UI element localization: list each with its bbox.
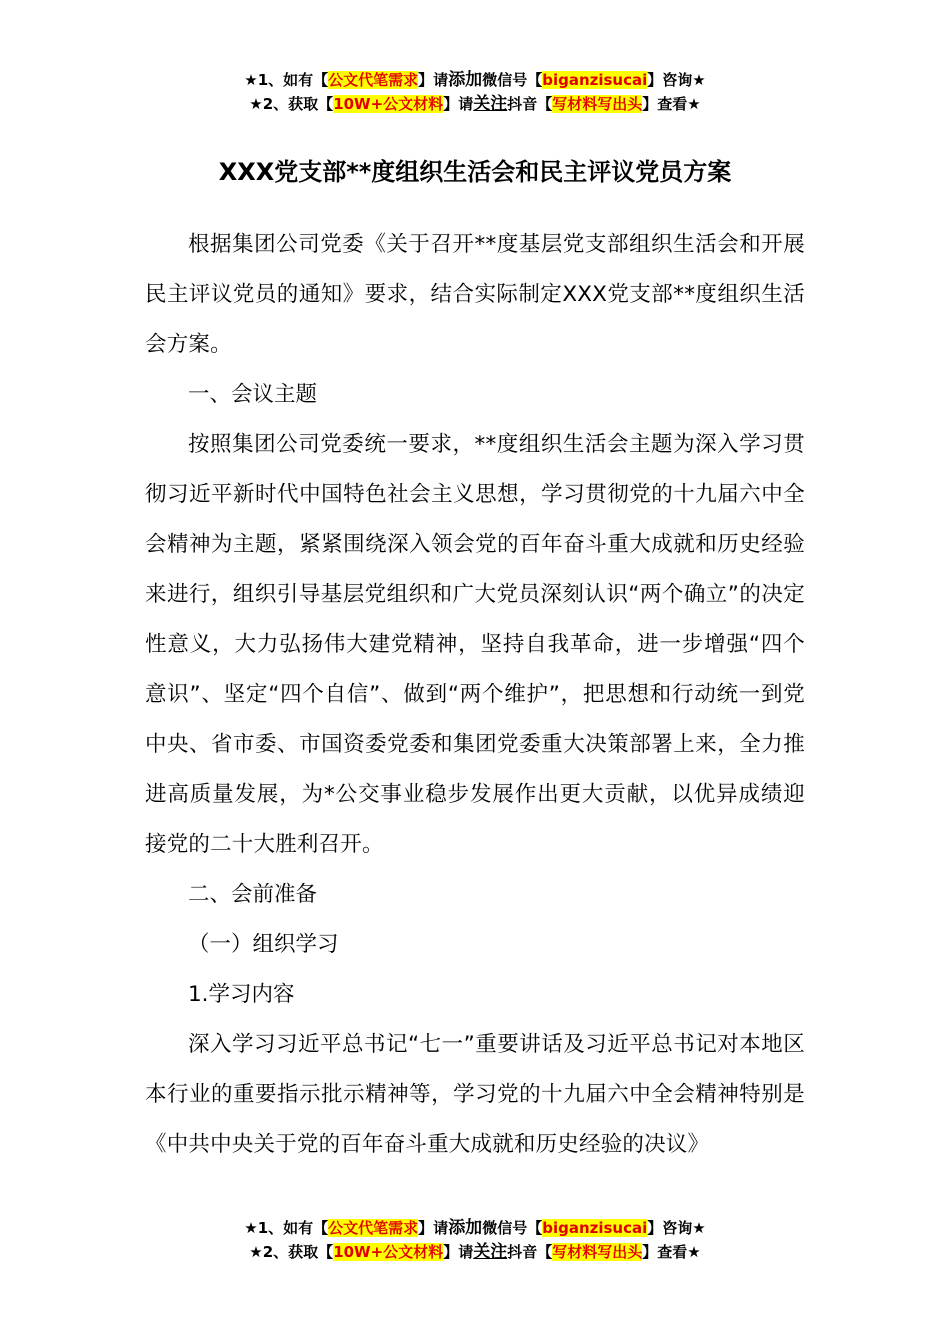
banner-text: ★2、获取【 bbox=[249, 1243, 334, 1261]
banner-highlight: 10W+公文材料 bbox=[333, 95, 444, 113]
banner-emphasis: 添加 bbox=[448, 1218, 483, 1238]
banner-line-1 bbox=[0, 68, 950, 92]
banner-text: ★1、如有【 bbox=[244, 71, 329, 89]
banner-emphasis: 关注 bbox=[473, 1242, 508, 1262]
banner-text: 】查看★ bbox=[642, 1243, 701, 1261]
document-body bbox=[145, 220, 805, 1170]
banner-highlight: 写材料写出头 bbox=[552, 1243, 643, 1261]
banner-text: 】咨询★ bbox=[647, 1219, 706, 1237]
section-heading: 二、会前准备 bbox=[188, 882, 318, 907]
banner-highlight: biganzisucai bbox=[542, 1219, 648, 1237]
banner-highlight: 公文代笔需求 bbox=[328, 1219, 419, 1237]
banner-highlight: biganzisucai bbox=[542, 71, 648, 89]
banner-text: 微信号【 bbox=[482, 71, 543, 89]
banner-highlight: 公文代笔需求 bbox=[328, 71, 419, 89]
banner-line-2 bbox=[0, 92, 950, 116]
subsection-heading: （一）组织学习 bbox=[188, 932, 339, 957]
section-heading: 一、会议主题 bbox=[188, 382, 318, 407]
banner-line-1 bbox=[0, 1216, 950, 1240]
banner-text: 抖音【 bbox=[507, 95, 553, 113]
banner-text: 】请 bbox=[443, 1243, 474, 1261]
banner-text: 】咨询★ bbox=[647, 71, 706, 89]
banner-text: 抖音【 bbox=[507, 1243, 553, 1261]
banner-text: 】请 bbox=[443, 95, 474, 113]
document-title: XXX党支部**度组织生活会和民主评议党员方案 bbox=[218, 158, 732, 186]
body-paragraph: 按照集团公司党委统一要求，**度组织生活会主题为深入学习贯彻习近平新时代中国特色社会主义思想，学习贯彻党的十九届六中全会精神为主题，紧紧围绕深入领会党的百年奋斗重大成就和历史经验来进行，组织引导基层党组织和广大党员深刻认识“两个确立”的决定性意义，大力弘扬伟大建党精神，坚持自我革命，进一步增强“四个意识”、坚定“四个自信”、做到“两个维护”，把思想和行动统一到党中央、省市委、市国资委党委和集团党委重大决策部署上来，全力推进高质量发展，为*公交事业稳步发展作出更大贡献，以优异成绩迎接党的二十大胜利召开。 bbox=[145, 432, 805, 857]
banner-text: ★2、获取【 bbox=[249, 95, 334, 113]
banner-text: 】请 bbox=[418, 1219, 449, 1237]
banner-emphasis: 关注 bbox=[473, 94, 508, 114]
body-paragraph: 根据集团公司党委《关于召开**度基层党支部组织生活会和开展民主评议党员的通知》要求，结合实际制定XXX党支部**度组织生活会方案。 bbox=[145, 232, 805, 357]
footer-banner bbox=[0, 1216, 950, 1264]
item-heading: 1.学习内容 bbox=[188, 982, 295, 1007]
banner-highlight: 10W+公文材料 bbox=[333, 1243, 444, 1261]
banner-text: 】请 bbox=[418, 71, 449, 89]
banner-text: 微信号【 bbox=[482, 1219, 543, 1237]
body-paragraph: 深入学习习近平总书记“七一”重要讲话及习近平总书记对本地区本行业的重要指示批示精神等，学习党的十九届六中全会精神特别是《中共中央关于党的百年奋斗重大成就和历史经验的决议》 bbox=[145, 1032, 805, 1157]
banner-text: ★1、如有【 bbox=[244, 1219, 329, 1237]
header-banner bbox=[0, 68, 950, 116]
banner-text: 】查看★ bbox=[642, 95, 701, 113]
banner-highlight: 写材料写出头 bbox=[552, 95, 643, 113]
banner-line-2 bbox=[0, 1240, 950, 1264]
banner-emphasis: 添加 bbox=[448, 70, 483, 90]
